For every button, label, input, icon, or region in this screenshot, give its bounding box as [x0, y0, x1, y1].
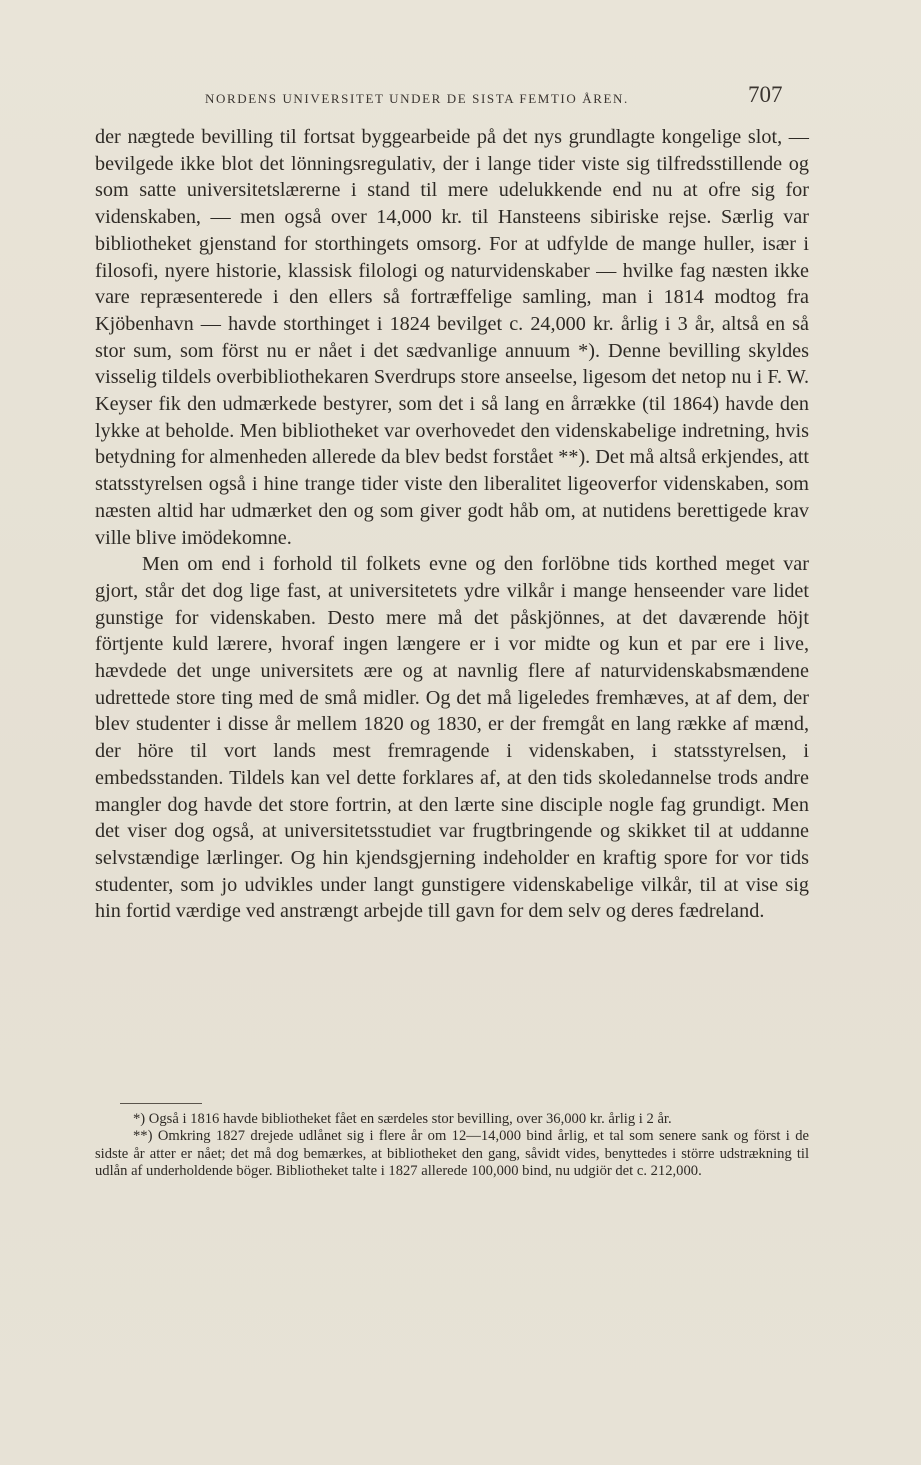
- running-title: NORDENS UNIVERSITET UNDER DE SISTA FEMTIO ÅREN.: [205, 91, 629, 106]
- footnote-2: **) Omkring 1827 drejede udlånet sig i flere år om 12—14,000 bind årlig, et tal som senere sank og först i de sidste år atter er nået; det må dog bemærkes, at bibliotheket den gang, såvidt vides, benyttedes i större udstrækning til udlån af underholdende böger. Bibliotheket talte i 1827 allerede 100,000 bind, nu udgiör det c. 212,000.: [95, 1128, 809, 1180]
- footnote-1: *) Også i 1816 havde bibliotheket fået en særdeles stor bevilling, over 36,000 kr. årlig i 2 år.: [133, 1111, 672, 1127]
- footnote-divider: [120, 1103, 202, 1104]
- page-number: 707: [748, 82, 783, 107]
- footnotes: [95, 1111, 809, 1181]
- main-text: [95, 124, 809, 925]
- paragraph-1: der nægtede bevilling til fortsat byggearbeide på det nys grundlagte kongelige slot, — bevilgede ikke blot det lönningsregulativ, der i lange tider viste sig tilfredsstillende og som satte universitetslærerne i stand til mere udelukkende end nu at ofre sig for videnskaben, — men også over 14,000 kr. til Hansteens sibiriske rejse. Særlig var bibliotheket gjenstand for storthingets omsorg. For at udfylde de mange huller, især i filosofi, nyere historie, klassisk filologi og naturvidenskaber — hvilke fag næsten ikke vare repræsenterede i den ellers så fortræffelige samling, man i 1814 modtog fra Kjöbenhavn — havde storthinget i 1824 bevilget c. 24,000 kr. årlig i 3 år, altså en så stor sum, som först nu er nået i det sædvanlige annuum *). Denne bevilling skyldes visselig tildels overbibliothekaren Sverdrups store anseelse, ligesom det netop nu i F. W. Keyser fik den udmærkede bestyrer, som det i så lang en årrække (til 1864) havde den lykke at beholde. Men bibliotheket var overhovedet den videnskabelige indretning, hvis betydning for almenheden allerede da blev bedst forstået **). Det må altså erkjendes, att statsstyrelsen også i hine trange tider viste den liberalitet ligeoverfor videnskaben, som næsten altid har udmærket den og som giver godt håb om, at nutidens berettigede krav ville blive imödekomne.: [95, 126, 809, 549]
- paragraph-2: Men om end i forhold til folkets evne og den forlöbne tids korthed meget var gjort, står det dog lige fast, at universitetets ydre vilkår i mange henseender vare lidet gunstige for videnskaben. Desto mere må det påskjönnes, at det daværende höjt förtjente kuld lærere, hvoraf ingen længere er i vor midte og kun et par ere i live, hævdede det unge universitets ære og at navnlig flere af naturvidenskabsmændene udrettede store ting med de små midler. Og det må ligeledes fremhæves, at af dem, der blev studenter i disse år mellem 1820 og 1830, er der fremgåt en lang række af mænd, der höre til vort lands mest fremragende i videnskaben, i statsstyrelsen, i embedsstanden. Tildels kan vel dette forklares af, at den tids skoledannelse trods andre mangler dog havde det store fortrin, at den lærte sine disciple nogle fag grundigt. Men det viser dog også, at universitetsstudiet var frugtbringende og skikket til at uddanne selvstændige lærlinger. Og hin kjendsgjerning indeholder en kraftig spore for vor tids studenter, som jo udvikles under langt gunstigere videnskabelige vilkår, til at vise sig hin fortid værdige ved anstrængt arbejde till gavn for dem selv og deres fædreland.: [95, 553, 809, 923]
- page-header: [0, 78, 921, 118]
